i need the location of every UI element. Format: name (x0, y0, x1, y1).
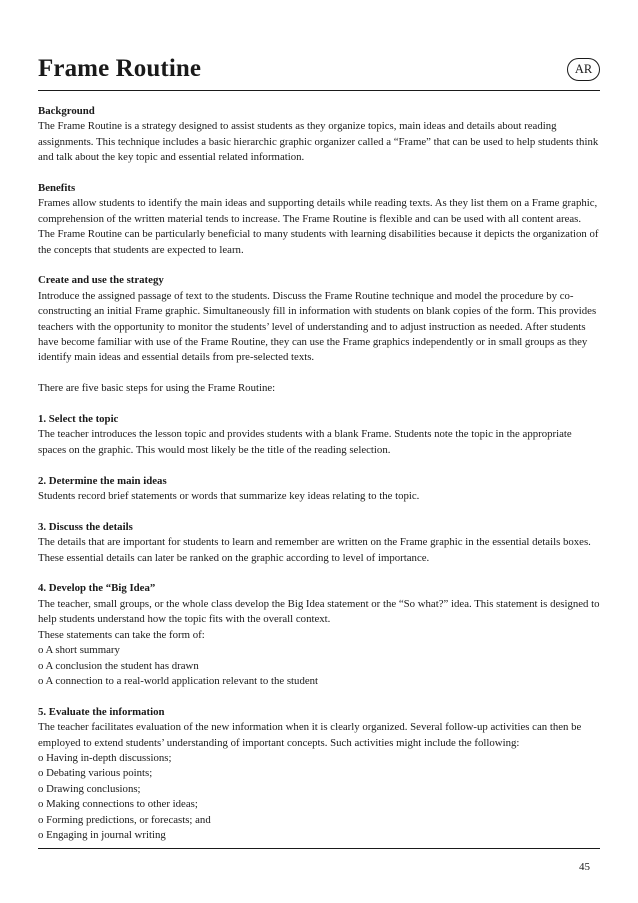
section-benefits (38, 181, 600, 258)
big-idea-forms-list (38, 643, 600, 689)
section-paragraph: The teacher, small groups, or the whole class develop the Big Idea statement or the “So what?” idea. This statement is designed to help students understand how the topic fits with the overall context. (38, 597, 600, 626)
page-number: 45 (579, 861, 590, 873)
section-step-4 (38, 581, 600, 689)
list-intro: These statements can take the form of: (38, 628, 205, 641)
list-item: o A connection to a real-world application relevant to the student (38, 674, 319, 687)
list-item: o Forming predictions, or forecasts; and (38, 813, 211, 826)
list-item: o Engaging in journal writing (38, 828, 166, 841)
section-step-1 (38, 412, 600, 458)
section-background (38, 104, 600, 166)
footer-rule (38, 848, 600, 849)
section-heading: 2. Determine the main ideas (38, 474, 167, 487)
section-step-2 (38, 474, 600, 505)
section-heading: Background (38, 105, 95, 117)
section-heading: Create and use the strategy (38, 274, 164, 287)
list-item: o Having in-depth discussions; (38, 751, 172, 764)
list-item: o Making connections to other ideas; (38, 798, 198, 811)
section-step-5 (38, 705, 600, 844)
section-paragraph: There are five basic steps for using the Frame Routine: (38, 382, 276, 395)
section-badge: AR (567, 58, 600, 81)
section-heading: 3. Discuss the details (38, 520, 133, 533)
section-create-and-use (38, 273, 600, 365)
section-heading: 1. Select the topic (38, 413, 119, 426)
list-item: o A conclusion the student has drawn (38, 659, 199, 672)
section-heading: Benefits (38, 182, 76, 195)
header-rule (38, 90, 600, 91)
page-title: Frame Routine (38, 55, 202, 82)
section-paragraph: The details that are important for students to learn and remember are written on the Frame graphic in the essential details boxes. These essential details can later be ranked on the graphic according to level of importance. (38, 536, 591, 564)
section-steps-intro (38, 381, 600, 396)
follow-up-activities-list (38, 751, 600, 843)
list-item: o Drawing conclusions; (38, 782, 141, 795)
section-paragraph: The teacher facilitates evaluation of the new information when it is clearly organized. Several follow-up activities can then be employed to extend students’ understanding of important concepts. Such activities might include the following: (38, 721, 582, 749)
list-item: o Debating various points; (38, 767, 153, 780)
document-body (38, 104, 600, 859)
section-step-3 (38, 520, 600, 566)
list-item: o A short summary (38, 644, 120, 657)
page-header (38, 54, 600, 90)
section-heading: 5. Evaluate the information (38, 705, 165, 718)
section-paragraph: Frames allow students to identify the main ideas and supporting details while reading texts. As they list them on a Frame graphic, comprehension of the written material tends to increase. The Frame Routine is flexible and can be used with all content areas. The Frame Routine can be particularly beneficial to many students with learning disabilities because it depicts the organization of the concepts that students are expected to learn. (38, 197, 599, 256)
section-paragraph: Students record brief statements or words that summarize key ideas relating to the topic. (38, 490, 420, 503)
section-paragraph: The Frame Routine is a strategy designed to assist students as they organize topics, main ideas and details about reading assignments. This technique includes a basic hierarchic graphic organizer called a “Frame” that can be used to help students think and talk about the key topic and essential related information. (38, 120, 599, 164)
section-paragraph: The teacher introduces the lesson topic and provides students with a blank Frame. Students note the topic in the appropriate spaces on the graphic. This would most likely be the title of the reading selection. (38, 428, 572, 456)
section-paragraph: Introduce the assigned passage of text to the students. Discuss the Frame Routine technique and model the procedure by co-constructing an initial Frame graphic. Simultaneously fill in information with students on blank copies of the form. This provides teachers with the opportunity to monitor the students’ level of understanding and to adjust instruction as needed. After students have become familiar with use of the Frame Routine, they can use the Frame graphics independently or in small groups as they identify main ideas and essential details from pre-selected texts. (38, 289, 597, 364)
section-heading: 4. Develop the “Big Idea” (38, 582, 156, 595)
